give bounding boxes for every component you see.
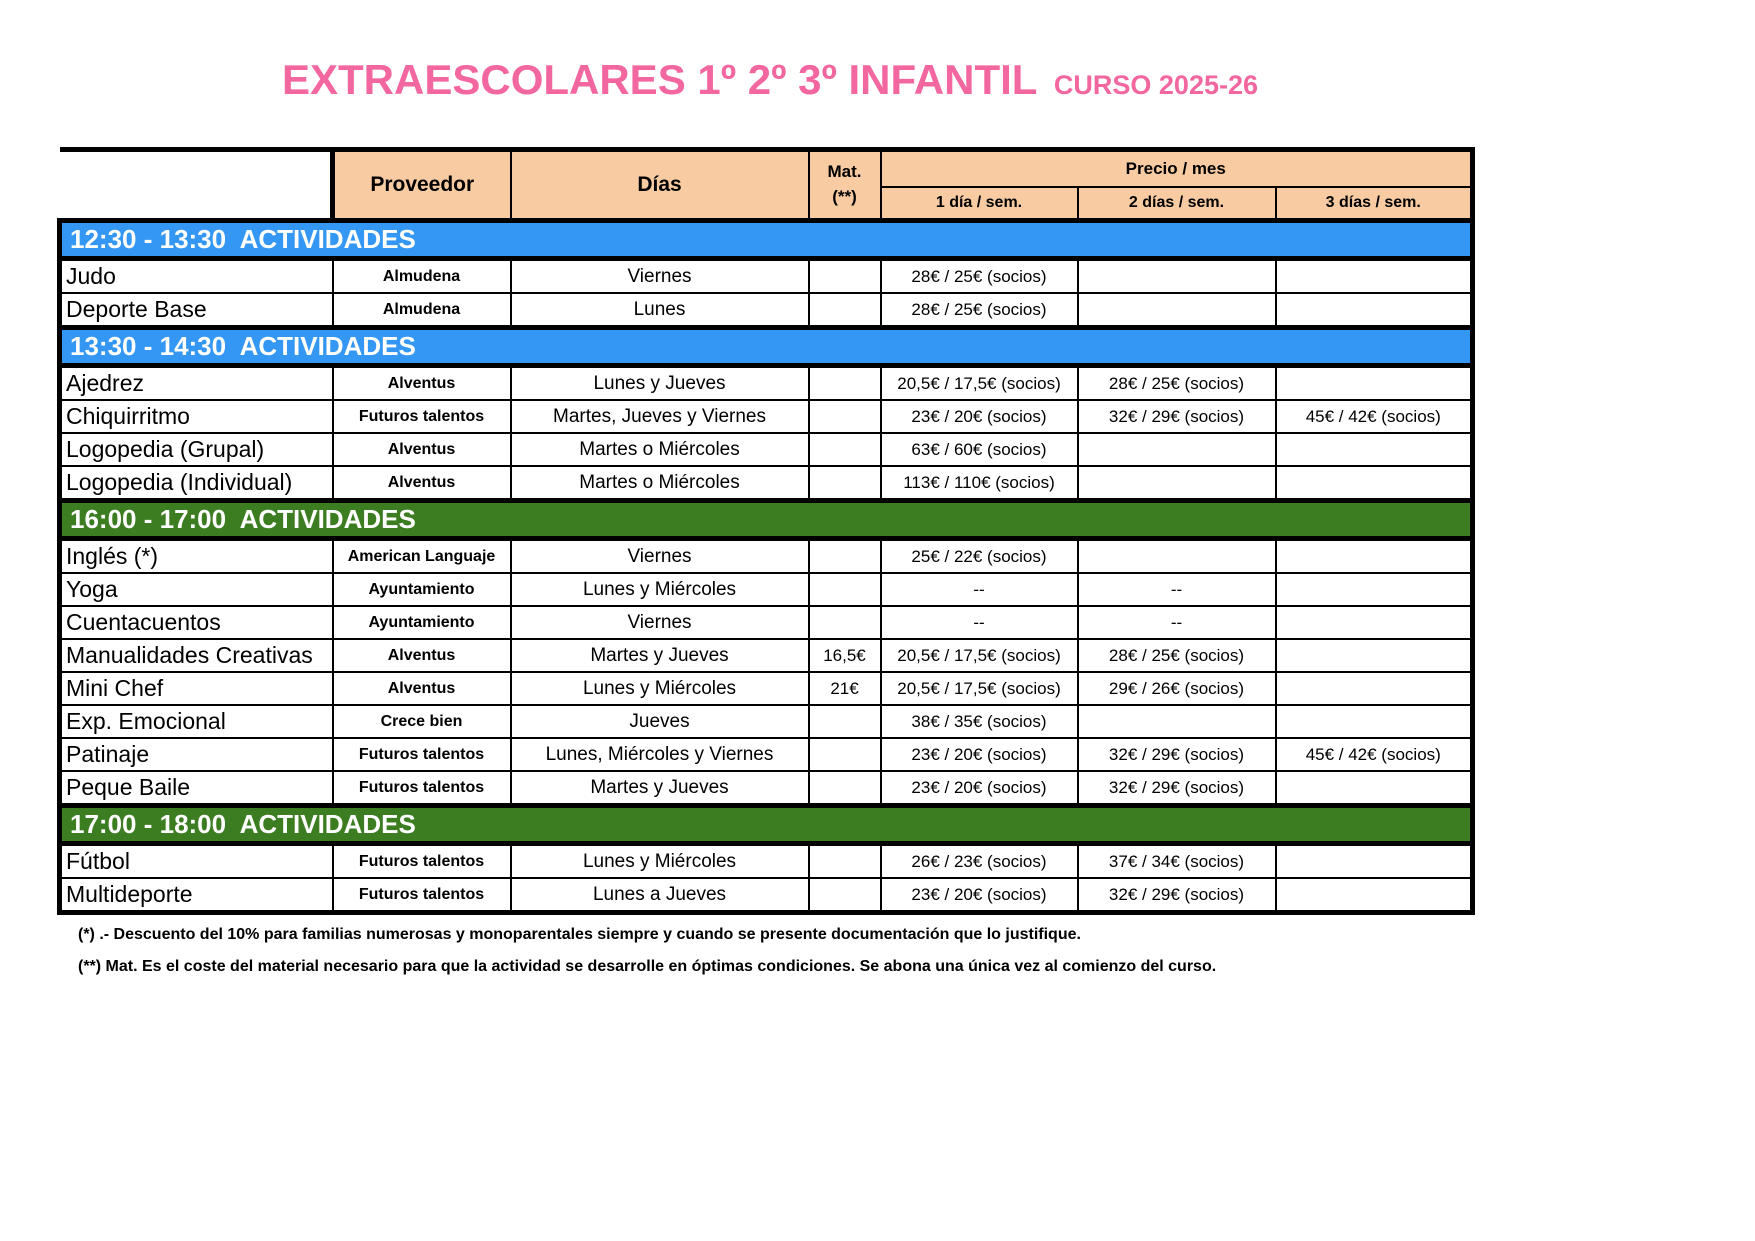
material-cost-cell [809,433,881,466]
price-2days-cell: 28€ / 25€ (socios) [1078,639,1276,672]
table-row [60,606,1473,639]
days-cell: Viernes [511,259,809,294]
header-spacer [60,150,333,221]
price-3days-cell [1276,293,1473,328]
table-row [60,672,1473,705]
table-row [60,539,1473,574]
provider-cell: Almudena [333,293,511,328]
activity-cell: Ajedrez [60,366,333,401]
table-row [60,771,1473,806]
activity-cell: Exp. Emocional [60,705,333,738]
footnote-double-asterisk: (**) Mat. Es el coste del material necesario para que la actividad se desarrolle en óptimas condiciones. Se abona una única vez al comienzo del curso. [78,958,1217,975]
provider-cell: Alventus [333,672,511,705]
table-row [60,400,1473,433]
days-cell: Lunes y Jueves [511,366,809,401]
price-3days-cell [1276,366,1473,401]
section-header-row [60,806,1473,844]
days-cell: Lunes y Miércoles [511,573,809,606]
material-cost-cell [809,466,881,501]
price-2days-cell [1078,433,1276,466]
price-1day-cell: 28€ / 25€ (socios) [881,259,1078,294]
provider-cell: Ayuntamiento [333,606,511,639]
header-1-dia-sem: 1 día / sem. [881,187,1078,220]
header-proveedor: Proveedor [333,150,511,221]
material-cost-cell [809,293,881,328]
price-1day-cell: 20,5€ / 17,5€ (socios) [881,639,1078,672]
table-row [60,573,1473,606]
price-1day-cell: 113€ / 110€ (socios) [881,466,1078,501]
table-body [60,221,1473,913]
material-cost-cell [809,539,881,574]
days-cell: Lunes [511,293,809,328]
price-1day-cell: 25€ / 22€ (socios) [881,539,1078,574]
price-1day-cell: 63€ / 60€ (socios) [881,433,1078,466]
price-3days-cell [1276,672,1473,705]
material-cost-cell [809,878,881,913]
material-cost-cell: 21€ [809,672,881,705]
days-cell: Viernes [511,539,809,574]
price-2days-cell: -- [1078,573,1276,606]
price-1day-cell: 20,5€ / 17,5€ (socios) [881,366,1078,401]
price-2days-cell [1078,539,1276,574]
activity-cell: Manualidades Creativas [60,639,333,672]
price-1day-cell: 23€ / 20€ (socios) [881,878,1078,913]
price-2days-cell: 37€ / 34€ (socios) [1078,844,1276,879]
price-1day-cell: 28€ / 25€ (socios) [881,293,1078,328]
price-3days-cell [1276,771,1473,806]
table-row [60,738,1473,771]
price-1day-cell: 23€ / 20€ (socios) [881,738,1078,771]
activity-cell: Patinaje [60,738,333,771]
price-3days-cell [1276,639,1473,672]
price-1day-cell: -- [881,606,1078,639]
header-3-dias-sem: 3 días / sem. [1276,187,1473,220]
footnote-asterisk: (*) .- Descuento del 10% para familias numerosas y monoparentales siempre y cuando se presente documentación que lo justifique. [78,926,1081,943]
price-3days-cell [1276,539,1473,574]
price-2days-cell [1078,466,1276,501]
provider-cell: Futuros talentos [333,844,511,879]
price-1day-cell: 26€ / 23€ (socios) [881,844,1078,879]
table-row [60,639,1473,672]
activity-cell: Cuentacuentos [60,606,333,639]
provider-cell: American Languaje [333,539,511,574]
price-2days-cell [1078,293,1276,328]
material-cost-cell [809,573,881,606]
title-main: EXTRAESCOLARES 1º 2º 3º INFANTIL [281,56,1038,103]
header-mat-line1: Mat. [827,162,862,182]
provider-cell: Futuros talentos [333,400,511,433]
material-cost-cell [809,771,881,806]
price-3days-cell [1276,705,1473,738]
table-row [60,366,1473,401]
activity-cell: Mini Chef [60,672,333,705]
activity-cell: Deporte Base [60,293,333,328]
activity-cell: Multideporte [60,878,333,913]
section-header-row [60,328,1473,366]
price-3days-cell [1276,844,1473,879]
days-cell: Jueves [511,705,809,738]
header-mat-line2: (**) [832,187,857,206]
price-3days-cell: 45€ / 42€ (socios) [1276,400,1473,433]
days-cell: Lunes y Miércoles [511,844,809,879]
provider-cell: Crece bien [333,705,511,738]
material-cost-cell [809,400,881,433]
material-cost-cell [809,844,881,879]
section-label: 12:30 - 13:30 ACTIVIDADES [60,221,1473,259]
days-cell: Martes o Miércoles [511,433,809,466]
provider-cell: Alventus [333,466,511,501]
provider-cell: Alventus [333,639,511,672]
provider-cell: Almudena [333,259,511,294]
table-row [60,878,1473,913]
activity-cell: Fútbol [60,844,333,879]
provider-cell: Ayuntamiento [333,573,511,606]
table-row [60,466,1473,501]
material-cost-cell [809,606,881,639]
table-row [60,293,1473,328]
footnotes [78,926,1216,990]
price-2days-cell [1078,259,1276,294]
price-2days-cell: 29€ / 26€ (socios) [1078,672,1276,705]
header-precio-mes: Precio / mes [881,150,1473,188]
material-cost-cell [809,366,881,401]
price-2days-cell: 32€ / 29€ (socios) [1078,738,1276,771]
days-cell: Lunes y Miércoles [511,672,809,705]
table-row [60,433,1473,466]
price-2days-cell: 32€ / 29€ (socios) [1078,400,1276,433]
provider-cell: Futuros talentos [333,771,511,806]
days-cell: Martes, Jueves y Viernes [511,400,809,433]
price-2days-cell: -- [1078,606,1276,639]
section-header-row [60,501,1473,539]
material-cost-cell [809,705,881,738]
material-cost-cell [809,738,881,771]
material-cost-cell [809,259,881,294]
price-2days-cell: 32€ / 29€ (socios) [1078,771,1276,806]
provider-cell: Futuros talentos [333,878,511,913]
days-cell: Martes o Miércoles [511,466,809,501]
days-cell: Viernes [511,606,809,639]
activity-cell: Judo [60,259,333,294]
days-cell: Lunes, Miércoles y Viernes [511,738,809,771]
activity-cell: Yoga [60,573,333,606]
price-3days-cell [1276,573,1473,606]
activity-cell: Inglés (*) [60,539,333,574]
price-3days-cell [1276,466,1473,501]
provider-cell: Futuros talentos [333,738,511,771]
section-label: 17:00 - 18:00 ACTIVIDADES [60,806,1473,844]
activity-cell: Peque Baile [60,771,333,806]
activity-cell: Logopedia (Individual) [60,466,333,501]
activity-cell: Logopedia (Grupal) [60,433,333,466]
header-mat [809,150,881,221]
price-3days-cell: 45€ / 42€ (socios) [1276,738,1473,771]
price-1day-cell: 23€ / 20€ (socios) [881,400,1078,433]
section-label: 16:00 - 17:00 ACTIVIDADES [60,501,1473,539]
price-3days-cell [1276,433,1473,466]
table-header [60,150,1473,221]
header-2-dias-sem: 2 días / sem. [1078,187,1276,220]
table-row [60,259,1473,294]
header-dias: Días [511,150,809,221]
provider-cell: Alventus [333,433,511,466]
section-label: 13:30 - 14:30 ACTIVIDADES [60,328,1473,366]
days-cell: Martes y Jueves [511,771,809,806]
price-1day-cell: 20,5€ / 17,5€ (socios) [881,672,1078,705]
activities-table [57,147,1475,915]
table-row [60,705,1473,738]
price-2days-cell [1078,705,1276,738]
price-1day-cell: -- [881,573,1078,606]
material-cost-cell: 16,5€ [809,639,881,672]
price-1day-cell: 23€ / 20€ (socios) [881,771,1078,806]
section-header-row [60,221,1473,259]
price-2days-cell: 28€ / 25€ (socios) [1078,366,1276,401]
days-cell: Martes y Jueves [511,639,809,672]
activity-cell: Chiquirritmo [60,400,333,433]
price-3days-cell [1276,878,1473,913]
price-3days-cell [1276,606,1473,639]
page-title [0,56,1540,104]
title-suffix: CURSO 2025-26 [1053,70,1259,100]
price-3days-cell [1276,259,1473,294]
days-cell: Lunes a Jueves [511,878,809,913]
price-2days-cell: 32€ / 29€ (socios) [1078,878,1276,913]
table-row [60,844,1473,879]
provider-cell: Alventus [333,366,511,401]
price-1day-cell: 38€ / 35€ (socios) [881,705,1078,738]
